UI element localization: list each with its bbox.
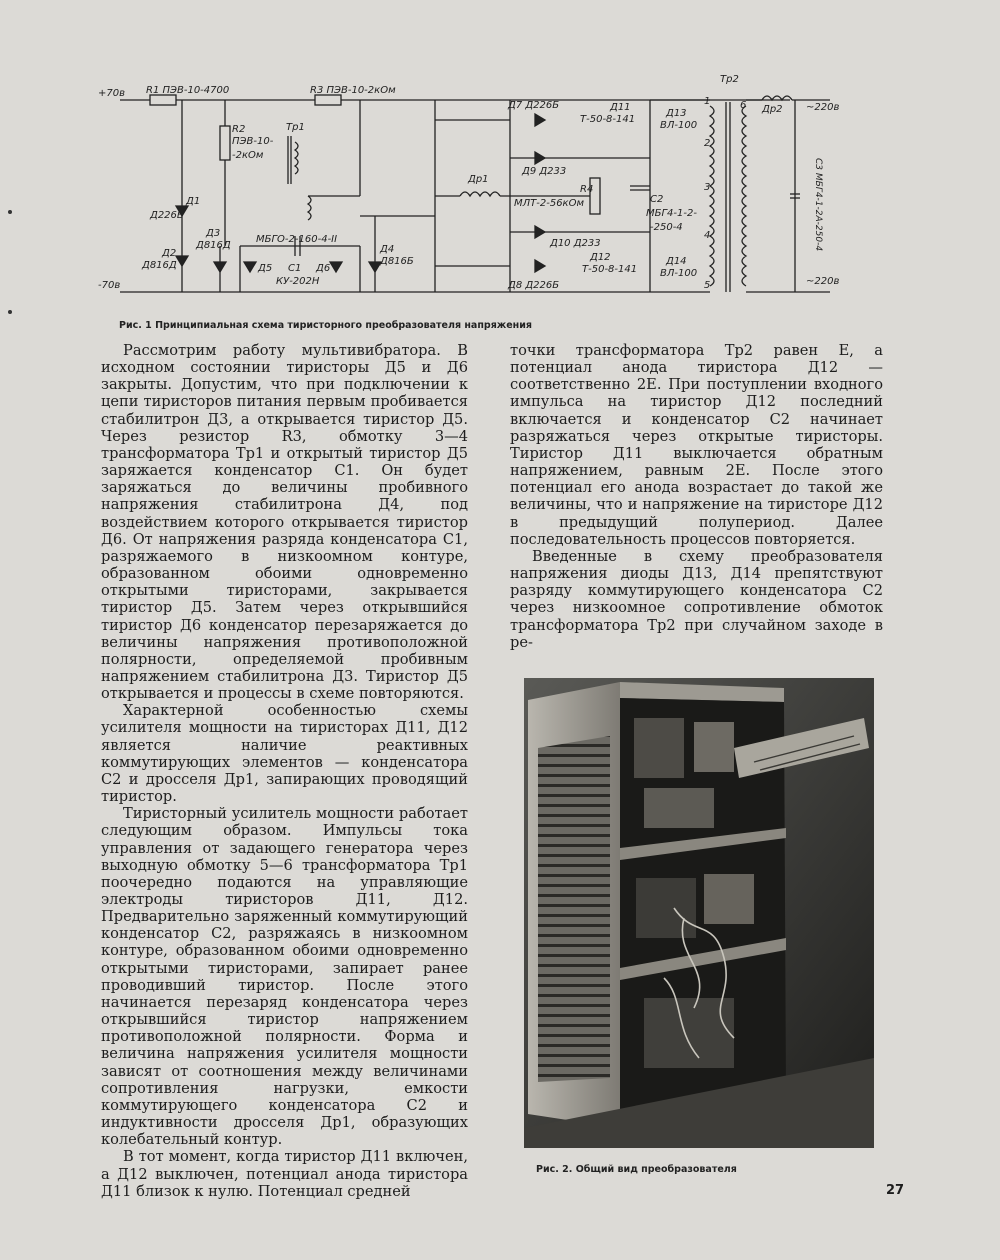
paragraph: Рассмотрим работу мультивибратора. В исходном состоянии тиристоры Д5 и Д6 закрыты. Допустим, что при подключении к цепи тиристоров питания первым пробивается стабилитрон Д3, а открывается тиристор Д5. Через резистор R3, обмотку 3—4 трансформатора Тр1 и открытый тиристор Д5 заряжается конденсатор С1. Он будет заряжаться до величины пробивного напряжения стабилитрона Д4, под воздействием которого открывается тиристор Д6. От напряжения разряда конденсатора С1, разряжаемого в низкоомном контуре, образованном обоими одновременно открытыми тиристорами, закрывается тиристор Д5. Затем через открывшийся тиристор Д6 конденсатор перезаряжается до величины напряжения противоположной полярности, определяемой пробивным напряжением стабилитрона Д3. Тиристор Д5 открывается и процессы в схеме повторяются. — [101, 342, 468, 703]
label-c1: С1 — [288, 263, 302, 274]
label-r4: R4 — [580, 184, 594, 195]
label-d3-type: Д816Д — [196, 240, 231, 251]
paragraph: Тиристорный усилитель мощности работает следующим образом. Импульсы тока управления от задающего генератора через выходную обмотку 5—6 трансформатора Тр1 поочередно подаются на управляющие электроды тиристоров Д11, Д12. Предварительно заряженный коммутирующий конденсатор С2, разряжаясь в низкоомном контуре, образованном обоими одновременно открытыми тиристорами, запирает ранее проводивший тиристор. После этого начинается перезаряд конденсатора через открывшийся тиристор напряжением противоположной полярности. Форма и величина напряжения усилителя мощности зависят от соотношения между величинами сопротивления нагрузки, емкости коммутирующего конденсатора С2 и индуктивности дросселя Др1, образующих колебательный контур. — [101, 805, 468, 1149]
label-d1: Д1 — [186, 196, 201, 207]
label-plus-70: +70в — [98, 88, 125, 99]
left-text-column — [101, 342, 468, 1200]
label-pin-2: 2 — [704, 138, 711, 149]
label-d7: Д7 Д226Б — [508, 100, 560, 111]
label-d14: Д14 — [666, 256, 687, 267]
label-pin-1: 1 — [704, 96, 711, 107]
margin-mark — [8, 210, 12, 214]
label-c2-value: -250-4 — [650, 222, 683, 233]
right-text-column — [510, 342, 883, 651]
label-d10: Д10 Д233 — [550, 238, 601, 249]
label-d12: Д12 — [590, 252, 611, 263]
label-d2-type: Д816Д — [142, 260, 177, 271]
label-c1-type: МБГО-2-160-4-II — [256, 234, 338, 245]
label-pin-5: 5 — [704, 280, 711, 291]
paragraph: В тот момент, когда тиристор Д11 включен, а Д12 выключен, потенциал анода тиристора Д11 близок к нулю. Потенциал средней — [101, 1148, 468, 1200]
label-d8: Д8 Д226Б — [508, 280, 560, 291]
label-out-220-top: ~220в — [806, 102, 840, 113]
label-d2: Д2 — [162, 248, 177, 259]
label-d1-type: Д226Б — [150, 210, 184, 221]
label-r2-value: -2кОм — [232, 150, 264, 161]
label-d13: Д13 — [666, 108, 687, 119]
label-d4-type: Д816Б — [380, 256, 414, 267]
figure-2-caption: Рис. 2. Общий вид преобразователя — [536, 1164, 737, 1175]
paragraph: Характерной особенностью схемы усилителя мощности на тиристорах Д11, Д12 является наличие реактивных коммутирующих элементов — конденсатора С2 и дросселя Др1, запирающих проводящий тиристор. — [101, 702, 468, 806]
label-dr1: Др1 — [468, 174, 489, 185]
label-r1: R1 ПЭВ-10-4700 — [146, 85, 230, 96]
label-pin-3: 3 — [704, 182, 711, 193]
label-out-220-bottom: ~220в — [806, 276, 840, 287]
converter-photo — [524, 678, 874, 1148]
label-d11-type: Т-50-8-141 — [580, 114, 636, 125]
circuit-schematic — [90, 66, 880, 316]
label-d4: Д4 — [380, 244, 395, 255]
label-c3: С3 МБГ4-1-2А-250-4 — [813, 158, 823, 252]
label-r2: R2 — [232, 124, 246, 135]
label-d5: Д5 — [258, 263, 273, 274]
label-pin-6: 6 — [740, 100, 747, 111]
paragraph: Введенные в схему преобразователя напряжения диоды Д13, Д14 препятствуют разряду коммутирующего конденсатора С2 через низкоомное сопротивление обмоток трансформатора Тр2 при случайном заходе в ре- — [510, 547, 883, 651]
label-r2-type: ПЭВ-10- — [232, 136, 274, 147]
label-minus-70: -70в — [98, 280, 121, 291]
label-d3: Д3 — [206, 228, 221, 239]
label-thyristor-type: КУ-202Н — [276, 276, 320, 287]
label-d9: Д9 Д233 — [522, 166, 567, 177]
label-d13-type: ВЛ-100 — [660, 120, 698, 131]
label-d14-type: ВЛ-100 — [660, 268, 698, 279]
label-d11: Д11 — [610, 102, 631, 113]
paragraph: точки трансформатора Тр2 равен Е, а потенциал анода тиристора Д12 — соответственно 2Е. При поступлении входного импульса на тиристор Д12 последний включается и конденсатор С2 начинает разряжаться через открытые тиристоры. Тиристор Д11 выключается обратным напряжением, равным 2Е. После этого потенциал его анода возрастает до такой же величины, что и напряжение на тиристоре Д12 в предыдущий полупериод. Далее последовательность процессов повторяется. — [510, 342, 883, 548]
label-pin-4: 4 — [704, 230, 711, 241]
label-d6: Д6 — [316, 263, 331, 274]
label-tr1: Тр1 — [286, 122, 305, 133]
figure-1-caption: Рис. 1 Принципиальная схема тиристорного преобразователя напряжения — [119, 320, 533, 331]
label-r4-type: МЛТ-2-56кОм — [514, 198, 585, 209]
label-r3: R3 ПЭВ-10-2кОм — [310, 85, 396, 96]
label-c2: С2 — [650, 194, 664, 205]
page-number: 27 — [886, 1183, 905, 1198]
label-dr2: Др2 — [762, 104, 783, 115]
label-c2-type: МБГ4-1-2- — [646, 208, 697, 219]
label-d12-type: Т-50-8-141 — [582, 264, 638, 275]
margin-mark — [8, 310, 12, 314]
label-tr2: Тр2 — [720, 74, 739, 85]
